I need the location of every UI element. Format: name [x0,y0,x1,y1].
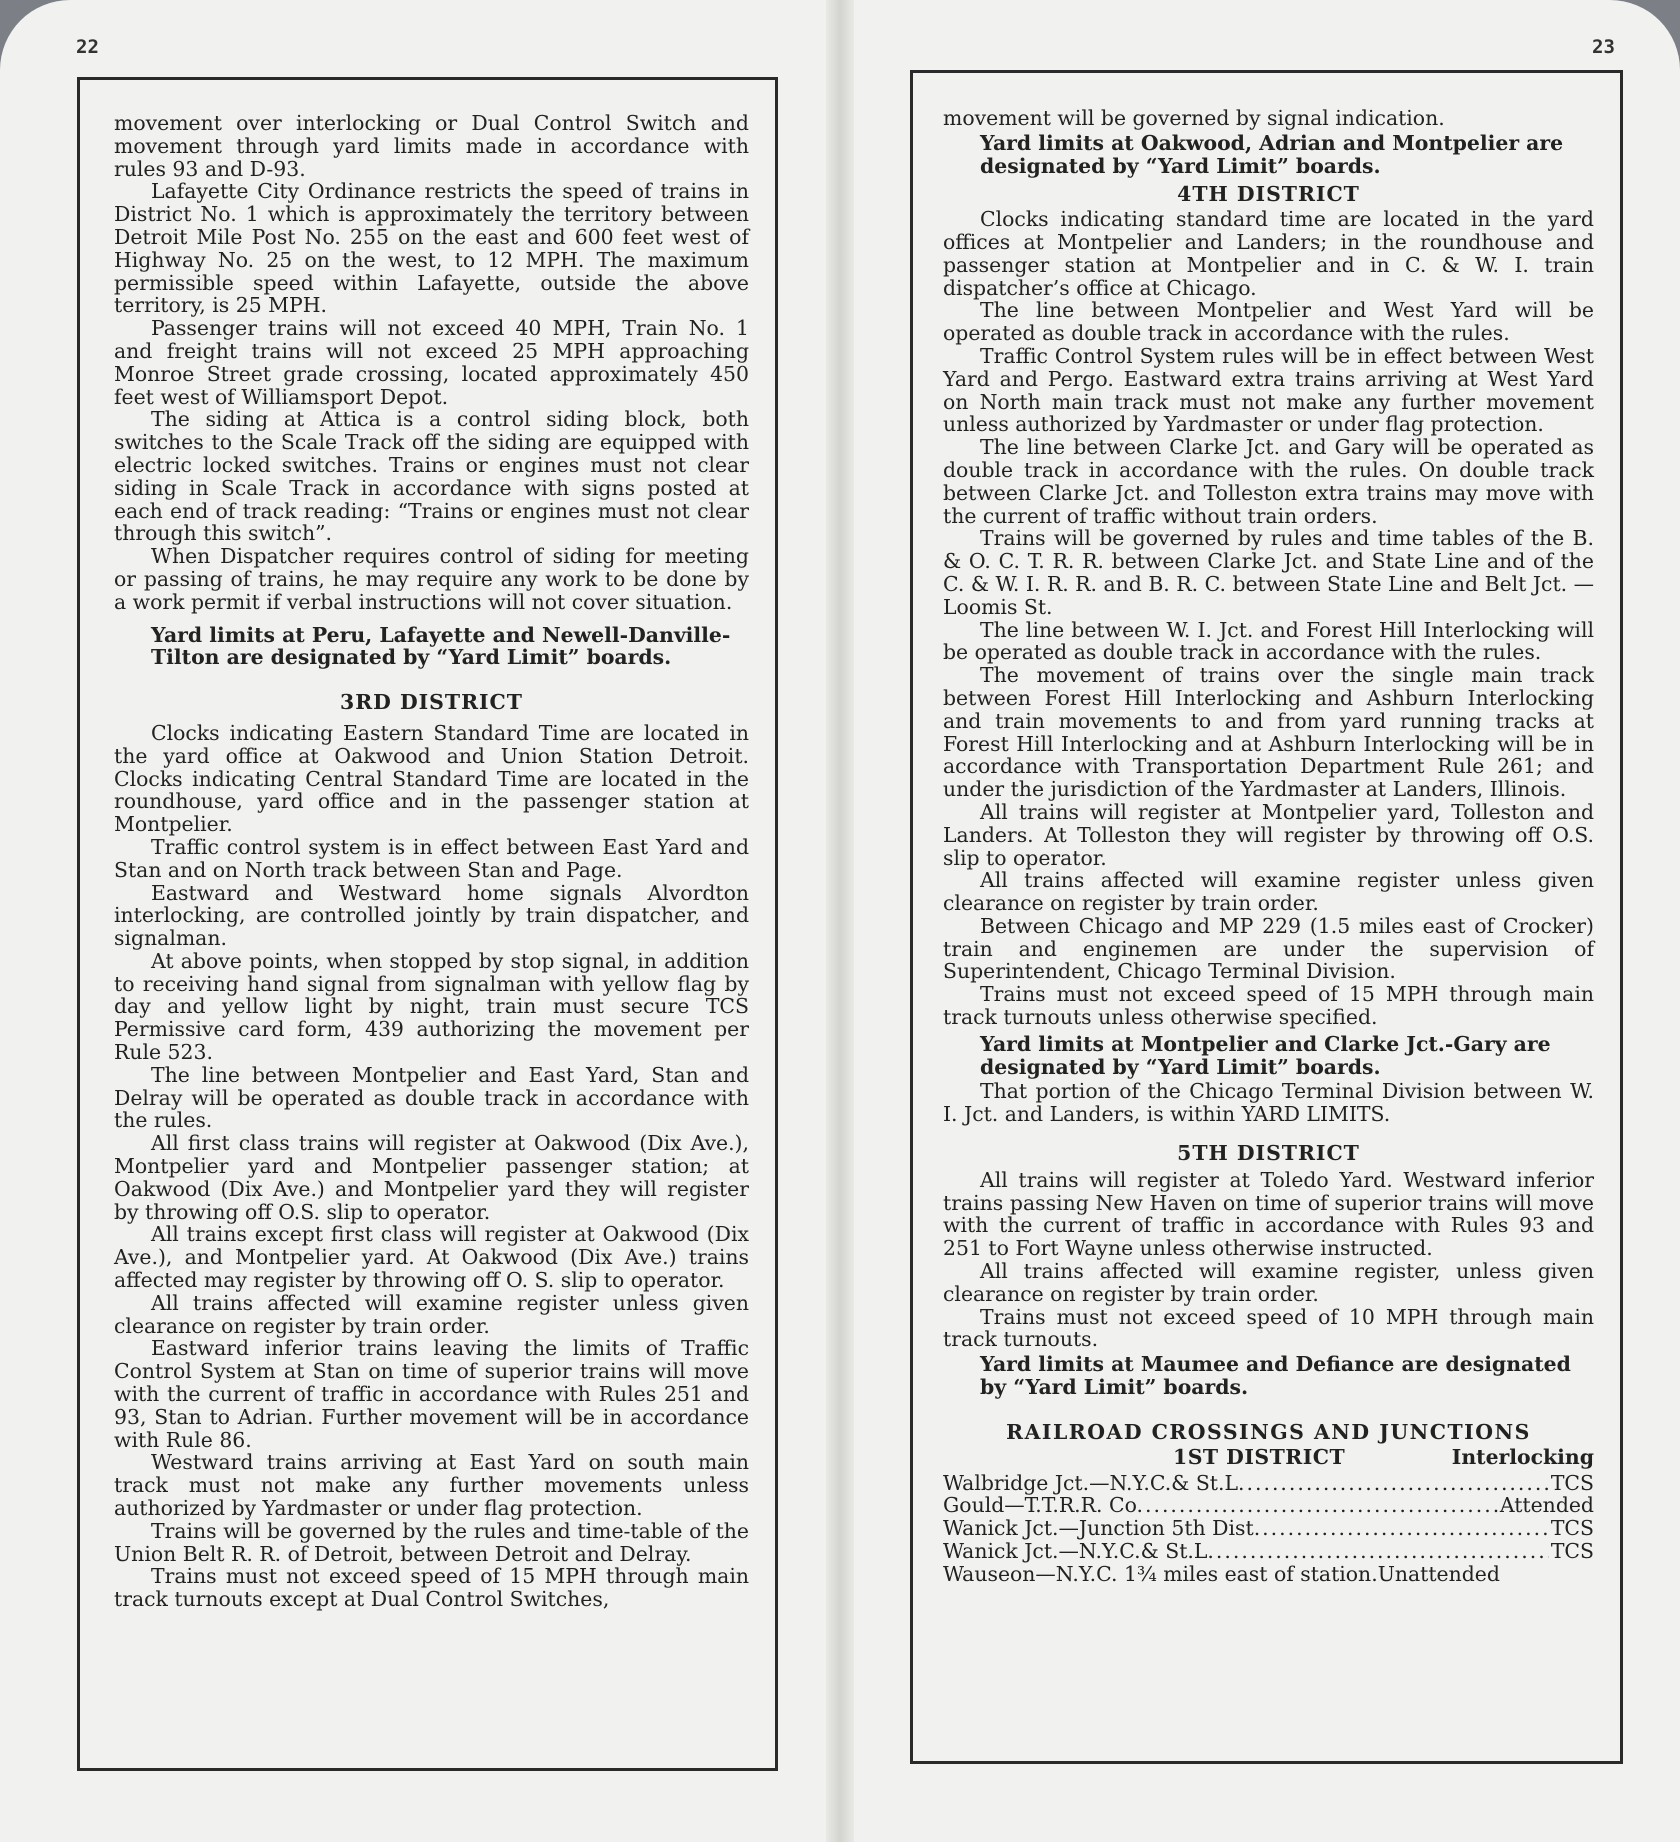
paragraph: The line between Clarke Jct. and Gary will be operated as double track in accordance with the rules. On double track between Clarke Jct. and Tolleston extra trains may move with the current of traffic without train orders. [943,435,1594,528]
right-page [840,0,1680,1842]
dot-leader [1247,1472,1549,1495]
paragraph: All trains will register at Toledo Yard. Westward inferior trains passing New Haven on time of superior trains will move with the current of traffic in accordance with Rules 93 and 251 to Fort Wayne unless otherwise instructed. [943,1167,1594,1261]
paragraph: All trains will register at Montpelier yard, Tolleston and Landers. At Tolleston they will register by throwing off O.S. slip to operator. [943,799,1594,870]
table-row [943,1472,1594,1495]
heading-4th-district: 4TH DISTRICT [1177,182,1360,207]
paragraph: movement will be governed by signal indication. [943,106,1445,130]
column-interlocking: Interlocking [1451,1444,1594,1469]
paragraph: Eastward and Westward home signals Alvordton interlocking, are controlled jointly by train dispatcher, and signalman. [114,880,749,951]
crossings-table-header [943,1446,1594,1472]
table-row [943,1563,1594,1586]
paragraph: Westward trains arriving at East Yard on south main track must not make any further movements unless authorized by Yardmaster or under flag protection. [114,1450,749,1521]
paragraph: When Dispatcher requires control of siding for meeting or passing of trains, he may require any work to be done by a work permit if verbal instructions will not cover situation. [114,544,749,614]
dot-leader [1145,1494,1498,1517]
paragraph: The line between W. I. Jct. and Forest Hill Interlocking will be operated as double track in accordance with the rules. [943,617,1594,665]
paragraph: Traffic Control System rules will be in effect between West Yard and Pergo. Eastward extra trains arriving at West Yard on North main track must not make any further movement unless authorized by Yardmaster or under flag protection. [943,343,1594,437]
table-row [943,1517,1594,1540]
paragraph: Traffic control system is in effect between East Yard and Stan and on North track between Stan and Page. [114,834,749,882]
paragraph: Trains will be governed by the rules and time-table of the Union Belt R. R. of Detroit, between Detroit and Delray. [114,1518,749,1566]
paragraph: All trains affected will examine register unless given clearance on register by train order. [943,868,1594,916]
paragraph: Trains must not exceed speed of 15 MPH through main track turnouts except at Dual Control Switches, [114,1564,749,1612]
paragraph: All first class trains will register at Oakwood (Dix Ave.), Montpelier yard and Montpelier passenger station; at Oakwood (Dix Ave.) and Montpelier yard they will register by throwing off O.S. slip to operator. [114,1131,749,1224]
paragraph: movement over interlocking or Dual Control Switch and movement through yard limits made in accordance with rules 93 and D-93. [114,111,749,181]
yard-limits-notice: Yard limits at Oakwood, Adrian and Montpelier are designated by “Yard Limit” boards. [980,130,1564,178]
column-district: 1ST DISTRICT [1173,1444,1346,1469]
dot-leader [1262,1517,1549,1540]
paragraph: Trains must not exceed speed of 10 MPH through main track turnouts. [943,1304,1594,1352]
paragraph: Trains will be governed by rules and time tables of the B. & O. C. T. R. R. between Clarke Jct. and State Line and of the C. & W. I. R. R. and B. R. C. between State Line and Belt Jct. — Loomis St. [943,526,1594,619]
heading-crossings-junctions: RAILROAD CROSSINGS AND JUNCTIONS [1006,1419,1531,1444]
paragraph: The movement of trains over the single main track between Forest Hill Interlocking and Ashburn Interlocking and train movements to and from yard running tracks at Forest Hill Interlocking and at Ashburn Interlocking will be in accordance with Transportation Department Rule 261; and under the jurisdiction of the Yardmaster at Landers, Illinois. [943,663,1594,802]
paragraph: Clocks indicating standard time are located in the yard offices at Montpelier and Landers; in the roundhouse and passenger station at Montpelier and in C. & W. I. train dispatcher’s office at Chicago. [943,207,1594,300]
paragraph: All trains except first class will register at Oakwood (Dix Ave.), and Montpelier yard. At Oakwood (Dix Ave.) trains affected may register by throwing off O. S. slip to operator. [114,1222,749,1293]
heading-5th-district: 5TH DISTRICT [1177,1141,1360,1166]
paragraph: All trains affected will examine register, unless given clearance on register by train order. [943,1259,1594,1306]
crossing-name: Gould—T.T.R.R. Co. [943,1493,1143,1518]
interlocking-value: Unattended [1377,1561,1500,1586]
table-row [943,1540,1594,1563]
paragraph: The line between Montpelier and West Yard will be operated as double track in accordance with the rules. [943,298,1594,346]
table-row [943,1494,1594,1517]
left-page-frame [77,77,778,1771]
paragraph: Lafayette City Ordinance restricts the speed of trains in District No. 1 which is approximately the territory between Detroit Mile Post No. 255 on the east and 600 feet west of Highway No. 25 on the west, to 12 MPH. The maximum permissible speed within Lafayette, outside the above territory, is 25 MPH. [114,179,749,318]
interlocking-value: TCS [1550,1539,1594,1564]
page-number-right: 23 [1592,36,1615,58]
interlocking-value: Attended [1499,1493,1594,1518]
crossing-name: Wanick Jct.—N.Y.C.& St.L. [943,1539,1214,1564]
paragraph: Passenger trains will not exceed 40 MPH, Train No. 1 and freight trains will not exceed 25 MPH approaching Monroe Street grade crossing, located approximately 450 feet west of Williamsport Depot. [114,316,749,409]
right-page-frame [910,70,1623,1764]
paragraph: Trains must not exceed speed of 15 MPH through main track turnouts unless otherwise specified. [943,982,1594,1030]
paragraph: At above points, when stopped by stop signal, in addition to receiving hand signal from signalman with yellow flag by day and yellow light by night, train must secure TCS Permissive card form, 439 authorizing the movement per Rule 523. [114,948,749,1065]
crossing-name: Wauseon—N.Y.C. 1¾ miles east of station. [943,1561,1378,1586]
interlocking-value: TCS [1550,1516,1594,1541]
paragraph: The line between Montpelier and East Yard, Stan and Delray will be operated as double track in accordance with the rules. [114,1062,749,1133]
heading-3rd-district: 3RD DISTRICT [340,690,523,715]
dot-leader [1216,1540,1549,1563]
paragraph: Between Chicago and MP 229 (1.5 miles east of Crocker) train and enginemen are under the supervision of Superintendent, Chicago Terminal Division. [943,913,1594,984]
yard-limits-notice: Yard limits at Montpelier and Clarke Jct.-Gary are designated by “Yard Limit” boards. [980,1031,1551,1079]
paragraph: That portion of the Chicago Terminal Division between W. I. Jct. and Landers, is within YARD LIMITS. [943,1079,1594,1127]
page-number-left: 22 [76,36,99,58]
paragraph: Clocks indicating Eastern Standard Time are located in the yard office at Oakwood and Union Station Detroit. Clocks indicating Central Standard Time are located in the roundhouse, yard office and in the passenger station at Montpelier. [114,720,749,837]
crossing-name: Wanick Jct.—Junction 5th Dist. [943,1516,1261,1541]
paragraph: All trains affected will examine register unless given clearance on register by train order. [114,1290,749,1338]
interlocking-value: TCS [1550,1470,1594,1495]
paragraph: The siding at Attica is a control siding block, both switches to the Scale Track off the siding are equipped with electric locked switches. Trains or engines must not clear siding in Scale Track in accordance with signs posted at each end of track reading: “Trains or engines must not clear through this switch”. [114,407,749,546]
yard-limits-notice: Yard limits at Peru, Lafayette and Newell-Danville-Tilton are designated by “Yard Limit” boards. [151,622,731,670]
paragraph: Eastward inferior trains leaving the limits of Traffic Control System at Stan on time of superior trains will move with the current of traffic in accordance with Rules 251 and 93, Stan to Adrian. Further movement will be in accordance with Rule 86. [114,1336,749,1452]
yard-limits-notice: Yard limits at Maumee and Defiance are designated by “Yard Limit” boards. [980,1352,1571,1400]
crossing-name: Walbridge Jct.—N.Y.C.& St.L. [943,1470,1245,1495]
